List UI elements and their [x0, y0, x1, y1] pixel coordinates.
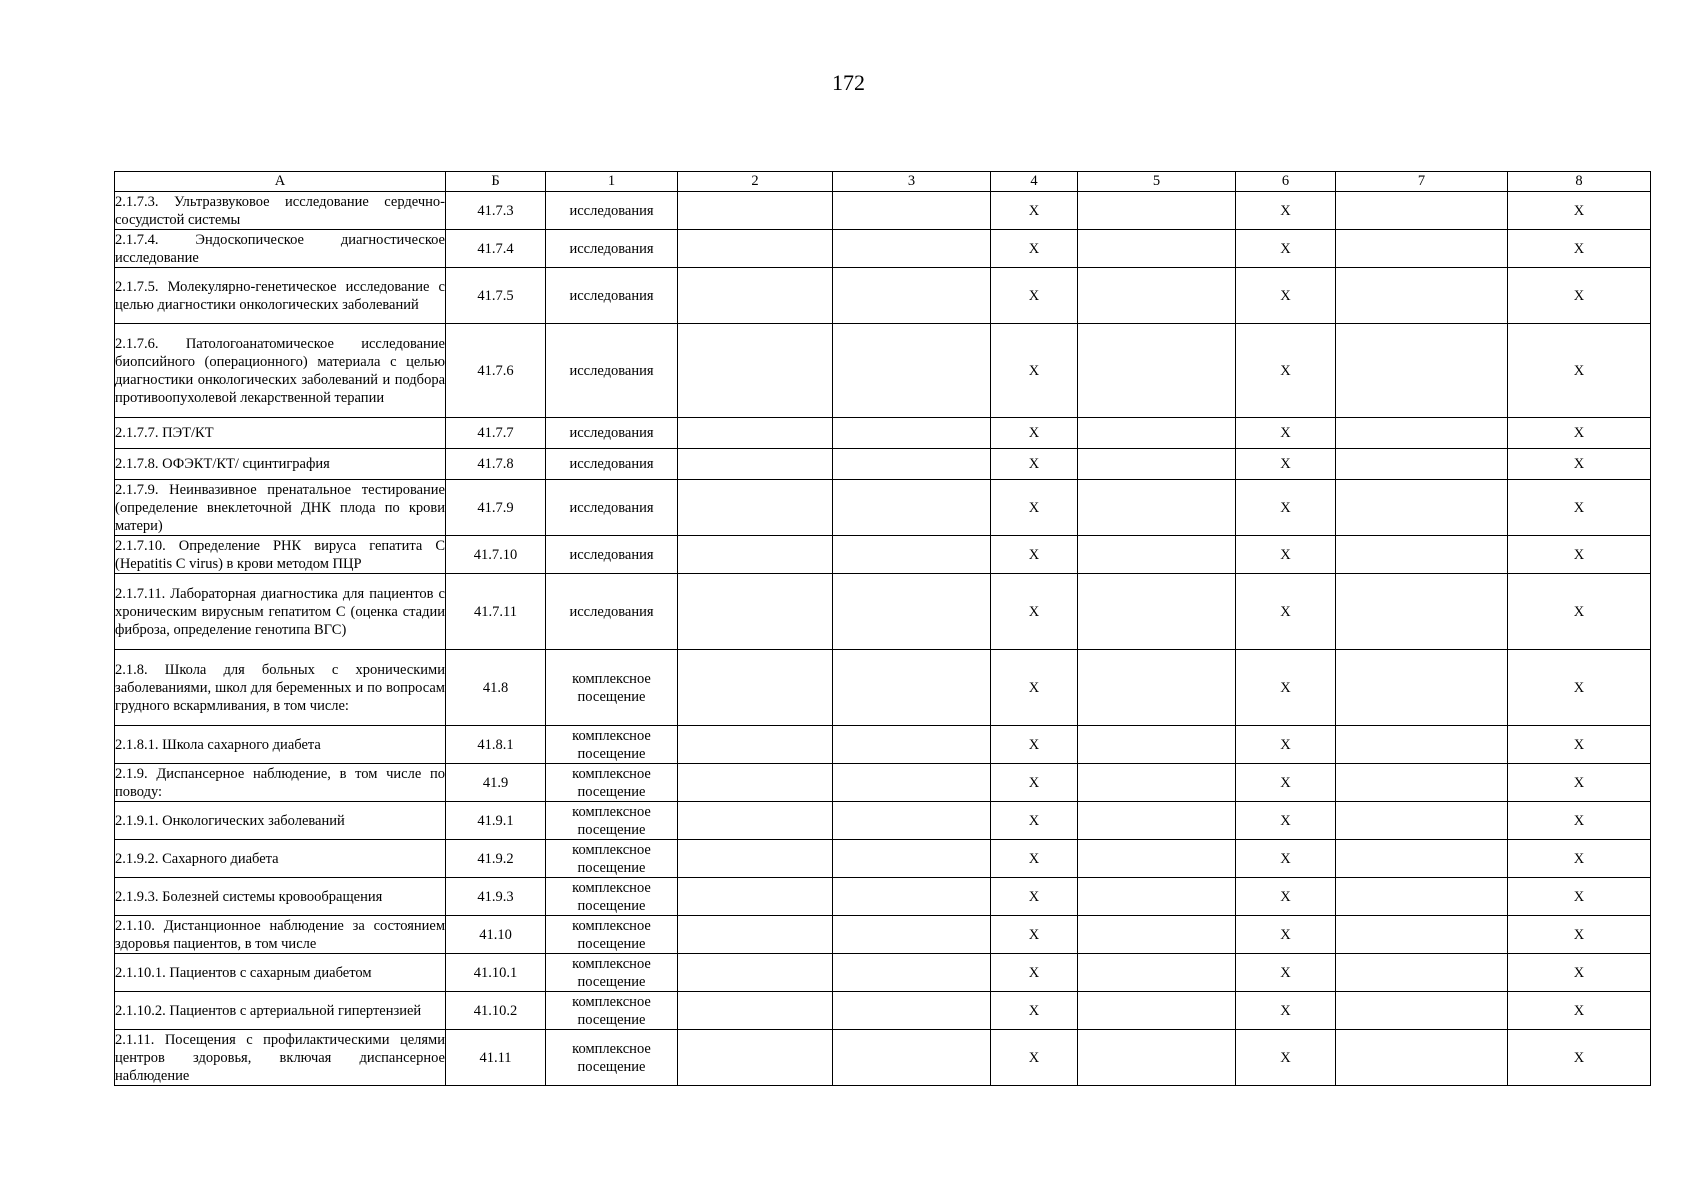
row-col6-mark: Х: [1236, 480, 1336, 536]
row-code-cell: 41.7.5: [446, 268, 546, 324]
row-name-cell: 2.1.9. Диспансерное наблюдение, в том числе по поводу:: [115, 765, 445, 800]
row-col6-mark: Х: [1236, 954, 1336, 992]
row-col2-cell: [678, 726, 833, 764]
row-name-cell: 2.1.7.4. Эндоскопическое диагностическое исследование: [115, 231, 445, 266]
table-row: [115, 954, 1651, 992]
row-name-cell: 2.1.7.6. Патологоанатомическое исследование биопсийного (операционного) материала с целью диагностики онкологических заболеваний и подбора противоопухолевой лекарственной терапии: [115, 324, 446, 418]
row-col5-cell: [1078, 536, 1236, 574]
row-col7-cell: [1336, 954, 1508, 992]
row-col6-mark: Х: [1236, 802, 1336, 840]
row-code-cell: 41.7.9: [446, 480, 546, 536]
row-col8-mark: Х: [1508, 802, 1651, 840]
row-col4-mark: Х: [991, 1030, 1078, 1086]
row-code-cell: 41.7.4: [446, 230, 546, 268]
row-col7-cell: [1336, 536, 1508, 574]
row-col3-cell: [833, 268, 991, 324]
row-col8-mark: Х: [1508, 840, 1651, 878]
row-name-cell: 2.1.7.7. ПЭТ/КТ: [115, 418, 446, 449]
row-col7-cell: [1336, 192, 1508, 230]
row-col7-cell: [1336, 992, 1508, 1030]
row-name-cell: 2.1.7.3. Ультразвуковое исследование сердечно-сосудистой системы: [115, 193, 445, 228]
row-col2-cell: [678, 650, 833, 726]
row-code-cell: 41.7.3: [446, 192, 546, 230]
row-col5-cell: [1078, 324, 1236, 418]
row-col5-cell: [1078, 449, 1236, 480]
row-col7-cell: [1336, 449, 1508, 480]
table-row: [115, 726, 1651, 764]
row-code-cell: 41.7.7: [446, 418, 546, 449]
row-col5-cell: [1078, 992, 1236, 1030]
row-col5-cell: [1078, 802, 1236, 840]
row-unit-cell: комплексное посещение: [546, 726, 678, 764]
row-col2-cell: [678, 840, 833, 878]
row-unit-cell: исследования: [546, 480, 678, 536]
row-col5-cell: [1078, 574, 1236, 650]
row-code-cell: 41.7.6: [446, 324, 546, 418]
row-col4-mark: Х: [991, 992, 1078, 1030]
row-code-cell: 41.10: [446, 916, 546, 954]
column-header: 3: [833, 172, 991, 192]
row-col6-mark: Х: [1236, 916, 1336, 954]
row-code-cell: 41.8: [446, 650, 546, 726]
table-row: [115, 536, 1651, 574]
table-row: [115, 230, 1651, 268]
table-row: [115, 574, 1651, 650]
row-col7-cell: [1336, 1030, 1508, 1086]
row-unit-cell: комплексное посещение: [546, 992, 678, 1030]
row-col2-cell: [678, 1030, 833, 1086]
row-col8-mark: Х: [1508, 878, 1651, 916]
row-code-cell: 41.8.1: [446, 726, 546, 764]
row-col2-cell: [678, 954, 833, 992]
row-col8-mark: Х: [1508, 324, 1651, 418]
row-col8-mark: Х: [1508, 916, 1651, 954]
table-row: [115, 324, 1651, 418]
row-col5-cell: [1078, 916, 1236, 954]
row-col6-mark: Х: [1236, 992, 1336, 1030]
row-col8-mark: Х: [1508, 574, 1651, 650]
row-col6-mark: Х: [1236, 268, 1336, 324]
row-name-cell: 2.1.8. Школа для больных с хроническими заболеваниями, школ для беременных и по вопросам грудного вскармливания, в том числе:: [115, 650, 446, 726]
row-col2-cell: [678, 449, 833, 480]
row-col3-cell: [833, 992, 991, 1030]
row-col5-cell: [1078, 954, 1236, 992]
row-col7-cell: [1336, 916, 1508, 954]
row-col4-mark: Х: [991, 954, 1078, 992]
row-unit-cell: исследования: [546, 418, 678, 449]
row-col3-cell: [833, 650, 991, 726]
row-col4-mark: Х: [991, 480, 1078, 536]
row-code-cell: 41.9: [446, 764, 546, 802]
row-unit-cell: комплексное посещение: [546, 764, 678, 802]
row-col4-mark: Х: [991, 726, 1078, 764]
row-col5-cell: [1078, 268, 1236, 324]
column-header: Б: [446, 172, 546, 192]
row-col7-cell: [1336, 650, 1508, 726]
row-col7-cell: [1336, 840, 1508, 878]
row-col6-mark: Х: [1236, 574, 1336, 650]
row-col4-mark: Х: [991, 574, 1078, 650]
row-name-cell: 2.1.11. Посещения с профилактическими целями центров здоровья, включая диспансерное наблюдение: [115, 1031, 445, 1084]
row-col8-mark: Х: [1508, 764, 1651, 802]
table-row: [115, 418, 1651, 449]
row-col2-cell: [678, 324, 833, 418]
row-name-cell: 2.1.10. Дистанционное наблюдение за состоянием здоровья пациентов, в том числе: [115, 917, 445, 952]
table-body: [115, 192, 1651, 1086]
row-name-cell: 2.1.7.8. ОФЭКТ/КТ/ сцинтиграфия: [115, 449, 446, 480]
row-col8-mark: Х: [1508, 992, 1651, 1030]
row-col4-mark: Х: [991, 449, 1078, 480]
data-table: [114, 171, 1651, 1086]
row-col6-mark: Х: [1236, 449, 1336, 480]
row-name-cell: 2.1.10.2. Пациентов с артериальной гипертензией: [115, 992, 446, 1030]
row-col3-cell: [833, 418, 991, 449]
row-col3-cell: [833, 802, 991, 840]
row-code-cell: 41.7.11: [446, 574, 546, 650]
row-col8-mark: Х: [1508, 449, 1651, 480]
row-col8-mark: Х: [1508, 726, 1651, 764]
row-col6-mark: Х: [1236, 192, 1336, 230]
row-col5-cell: [1078, 840, 1236, 878]
row-col5-cell: [1078, 230, 1236, 268]
row-col2-cell: [678, 192, 833, 230]
row-col7-cell: [1336, 480, 1508, 536]
row-name-cell: 2.1.7.9. Неинвазивное пренатальное тестирование (определение внеклеточной ДНК плода по крови матери): [115, 481, 445, 534]
row-col8-mark: Х: [1508, 954, 1651, 992]
row-code-cell: 41.7.10: [446, 536, 546, 574]
row-name-cell: 2.1.7.10. Определение РНК вируса гепатита С (Hepatitis C virus) в крови методом ПЦР: [115, 537, 445, 572]
column-header: 5: [1078, 172, 1236, 192]
row-col3-cell: [833, 192, 991, 230]
column-header: 4: [991, 172, 1078, 192]
row-unit-cell: исследования: [546, 192, 678, 230]
row-col3-cell: [833, 536, 991, 574]
table-row: [115, 1030, 1651, 1086]
row-col2-cell: [678, 878, 833, 916]
row-col5-cell: [1078, 1030, 1236, 1086]
row-unit-cell: исследования: [546, 449, 678, 480]
row-col3-cell: [833, 449, 991, 480]
table-row: [115, 192, 1651, 230]
column-header: 2: [678, 172, 833, 192]
row-col6-mark: Х: [1236, 726, 1336, 764]
row-name-cell: 2.1.7.11. Лабораторная диагностика для пациентов с хроническим вирусным гепатитом С (оценка стадии фиброза, определение генотипа ВГС): [115, 574, 446, 650]
row-col6-mark: Х: [1236, 1030, 1336, 1086]
row-col5-cell: [1078, 764, 1236, 802]
row-col6-mark: Х: [1236, 840, 1336, 878]
row-col7-cell: [1336, 418, 1508, 449]
row-col8-mark: Х: [1508, 1030, 1651, 1086]
row-col7-cell: [1336, 726, 1508, 764]
row-unit-cell: комплексное посещение: [546, 916, 678, 954]
row-col3-cell: [833, 574, 991, 650]
column-header: 7: [1336, 172, 1508, 192]
table-row: [115, 878, 1651, 916]
row-col3-cell: [833, 1030, 991, 1086]
row-name-cell: 2.1.9.3. Болезней системы кровообращения: [115, 878, 446, 916]
row-unit-cell: исследования: [546, 324, 678, 418]
row-col8-mark: Х: [1508, 536, 1651, 574]
row-col4-mark: Х: [991, 650, 1078, 726]
row-col5-cell: [1078, 878, 1236, 916]
column-header: 8: [1508, 172, 1651, 192]
row-col2-cell: [678, 418, 833, 449]
row-col4-mark: Х: [991, 230, 1078, 268]
row-col4-mark: Х: [991, 764, 1078, 802]
row-name-cell: 2.1.8.1. Школа сахарного диабета: [115, 726, 446, 764]
row-code-cell: 41.9.3: [446, 878, 546, 916]
row-col4-mark: Х: [991, 536, 1078, 574]
table-row: [115, 449, 1651, 480]
row-unit-cell: комплексное посещение: [546, 1030, 678, 1086]
row-col7-cell: [1336, 878, 1508, 916]
row-col3-cell: [833, 840, 991, 878]
row-col4-mark: Х: [991, 192, 1078, 230]
row-col7-cell: [1336, 268, 1508, 324]
row-unit-cell: исследования: [546, 230, 678, 268]
row-col6-mark: Х: [1236, 324, 1336, 418]
column-header: 1: [546, 172, 678, 192]
row-col2-cell: [678, 916, 833, 954]
row-col2-cell: [678, 764, 833, 802]
row-col6-mark: Х: [1236, 764, 1336, 802]
row-col3-cell: [833, 954, 991, 992]
row-name-cell: 2.1.9.1. Онкологических заболеваний: [115, 802, 446, 840]
row-name-cell: 2.1.7.5. Молекулярно-генетическое исследование с целью диагностики онкологических заболеваний: [115, 268, 446, 324]
row-col2-cell: [678, 992, 833, 1030]
row-col2-cell: [678, 268, 833, 324]
table-row: [115, 764, 1651, 802]
table-row: [115, 480, 1651, 536]
row-unit-cell: комплексное посещение: [546, 954, 678, 992]
row-col8-mark: Х: [1508, 418, 1651, 449]
row-col6-mark: Х: [1236, 536, 1336, 574]
table-row: [115, 268, 1651, 324]
row-code-cell: 41.7.8: [446, 449, 546, 480]
column-header: А: [115, 172, 446, 192]
table-row: [115, 650, 1651, 726]
row-code-cell: 41.9.1: [446, 802, 546, 840]
row-col4-mark: Х: [991, 324, 1078, 418]
row-col3-cell: [833, 764, 991, 802]
row-col2-cell: [678, 230, 833, 268]
row-col6-mark: Х: [1236, 650, 1336, 726]
row-col7-cell: [1336, 802, 1508, 840]
row-col8-mark: Х: [1508, 268, 1651, 324]
table-row: [115, 992, 1651, 1030]
row-col3-cell: [833, 878, 991, 916]
row-name-cell: 2.1.10.1. Пациентов с сахарным диабетом: [115, 954, 446, 992]
row-col5-cell: [1078, 480, 1236, 536]
row-unit-cell: комплексное посещение: [546, 878, 678, 916]
row-col2-cell: [678, 536, 833, 574]
row-col4-mark: Х: [991, 916, 1078, 954]
row-col2-cell: [678, 802, 833, 840]
row-col3-cell: [833, 916, 991, 954]
row-col6-mark: Х: [1236, 878, 1336, 916]
row-col5-cell: [1078, 726, 1236, 764]
row-col8-mark: Х: [1508, 480, 1651, 536]
row-col6-mark: Х: [1236, 230, 1336, 268]
row-unit-cell: комплексное посещение: [546, 840, 678, 878]
row-col7-cell: [1336, 324, 1508, 418]
row-name-cell: 2.1.9.2. Сахарного диабета: [115, 840, 446, 878]
row-col3-cell: [833, 480, 991, 536]
row-col3-cell: [833, 726, 991, 764]
row-code-cell: 41.10.1: [446, 954, 546, 992]
row-col5-cell: [1078, 418, 1236, 449]
row-unit-cell: комплексное посещение: [546, 802, 678, 840]
row-col4-mark: Х: [991, 840, 1078, 878]
row-code-cell: 41.9.2: [446, 840, 546, 878]
row-col7-cell: [1336, 574, 1508, 650]
row-col8-mark: Х: [1508, 192, 1651, 230]
row-col2-cell: [678, 574, 833, 650]
column-header: 6: [1236, 172, 1336, 192]
row-col4-mark: Х: [991, 878, 1078, 916]
header-row: [115, 172, 1651, 192]
row-col4-mark: Х: [991, 802, 1078, 840]
row-col4-mark: Х: [991, 268, 1078, 324]
row-col5-cell: [1078, 650, 1236, 726]
table-row: [115, 840, 1651, 878]
row-col8-mark: Х: [1508, 650, 1651, 726]
page-number: 172: [832, 70, 865, 95]
row-col4-mark: Х: [991, 418, 1078, 449]
table-row: [115, 802, 1651, 840]
row-col3-cell: [833, 324, 991, 418]
row-code-cell: 41.11: [446, 1030, 546, 1086]
row-col5-cell: [1078, 192, 1236, 230]
row-col7-cell: [1336, 764, 1508, 802]
row-unit-cell: исследования: [546, 268, 678, 324]
row-col8-mark: Х: [1508, 230, 1651, 268]
row-code-cell: 41.10.2: [446, 992, 546, 1030]
table-row: [115, 916, 1651, 954]
row-unit-cell: исследования: [546, 574, 678, 650]
row-unit-cell: исследования: [546, 536, 678, 574]
row-col2-cell: [678, 480, 833, 536]
row-unit-cell: комплексное посещение: [546, 650, 678, 726]
row-col6-mark: Х: [1236, 418, 1336, 449]
row-col3-cell: [833, 230, 991, 268]
row-col7-cell: [1336, 230, 1508, 268]
